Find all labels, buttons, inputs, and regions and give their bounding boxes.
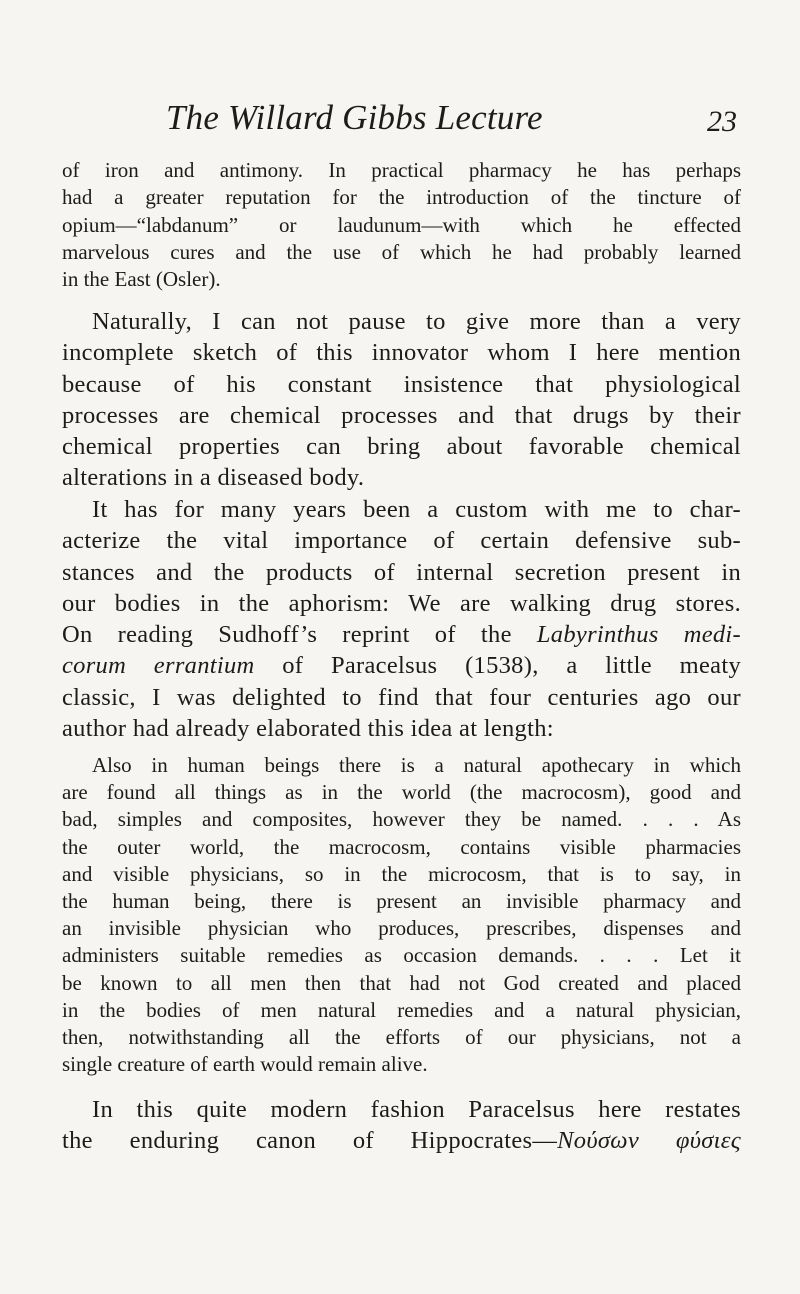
text-line: acterize the vital importance of certain defensive sub-	[62, 527, 741, 555]
text-line: opium—“labdanum” or laudunum—with which he effected	[62, 212, 741, 237]
text-line: processes are chemical processes and that drugs by their	[62, 401, 741, 429]
text-line: an invisible physician who produces, prescribes, dispenses and	[62, 916, 741, 941]
running-head	[62, 96, 741, 146]
text-line: chemical properties can bring about favorable chemical	[62, 433, 741, 461]
greek-word: Νούσων	[557, 1127, 640, 1155]
text-line: administers suitable remedies as occasion demands. . . . Let it	[62, 943, 741, 968]
text-line: then, notwithstanding all the efforts of our physicians, not a	[62, 1025, 741, 1050]
text-line: because of his constant insistence that physiological	[62, 370, 741, 398]
text-segment: the enduring canon of Hippocrates—	[62, 1127, 558, 1155]
text-line: are found all things as in the world (the macrocosm), good and	[62, 780, 741, 805]
running-title: The Willard Gibbs Lecture	[166, 98, 543, 137]
book-page	[62, 0, 741, 1294]
book-title-italic: corum errantium	[62, 652, 255, 680]
text-line: and visible physicians, so in the microcosm, that is to say, in	[62, 861, 741, 886]
text-line: author had already elaborated this idea at length:	[62, 715, 554, 743]
text-line: It has for many years been a custom with me to char-	[92, 496, 741, 523]
page-number: 23	[707, 105, 737, 138]
paragraph-2	[62, 306, 741, 494]
text-line: in the bodies of men natural remedies and a natural physician,	[62, 997, 741, 1022]
text-line: the human being, there is present an invisible pharmacy and	[62, 889, 741, 914]
text-line: incomplete sketch of this innovator whom I here mention	[62, 339, 741, 367]
paragraph-1	[62, 157, 741, 293]
text-line: marvelous cures and the use of which he had probably learned	[62, 239, 741, 264]
block-quote	[62, 752, 741, 1078]
text-line: our bodies in the aphorism: We are walking drug stores.	[62, 589, 741, 617]
paragraph-4	[62, 1094, 741, 1157]
text-line: bad, simples and composites, however they be named. . . . As	[62, 807, 741, 832]
text-line: classic, I was delighted to find that four centuries ago our	[62, 683, 741, 711]
text-line: be known to all men then that had not God created and placed	[62, 970, 741, 995]
text-line: had a greater reputation for the introduction of the tincture of	[62, 185, 741, 210]
text-line: stances and the products of internal secretion present in	[62, 558, 741, 586]
text-line: alterations in a diseased body.	[62, 464, 365, 492]
text-segment: On reading Sudhoff’s reprint of the	[62, 621, 512, 649]
paragraph-3	[62, 494, 741, 744]
text-line: single creature of earth would remain alive.	[62, 1052, 428, 1077]
text-line: In this quite modern fashion Paracelsus here restates	[92, 1096, 741, 1123]
text-line	[62, 1125, 741, 1156]
greek-word: φύσιες	[675, 1127, 741, 1155]
text-line: Naturally, I can not pause to give more than a very	[92, 308, 741, 335]
text-line: Also in human beings there is a natural apothecary in which	[92, 753, 741, 777]
text-line: of iron and antimony. In practical pharmacy he has perhaps	[62, 158, 741, 182]
book-title-italic: Labyrinthus medi-	[536, 621, 741, 649]
text-line	[62, 619, 741, 650]
text-segment: of Paracelsus (1538), a little meaty	[282, 652, 741, 680]
text-line: the outer world, the macrocosm, contains visible pharmacies	[62, 834, 741, 859]
text-line: in the East (Osler).	[62, 267, 221, 292]
text-line	[62, 650, 741, 681]
